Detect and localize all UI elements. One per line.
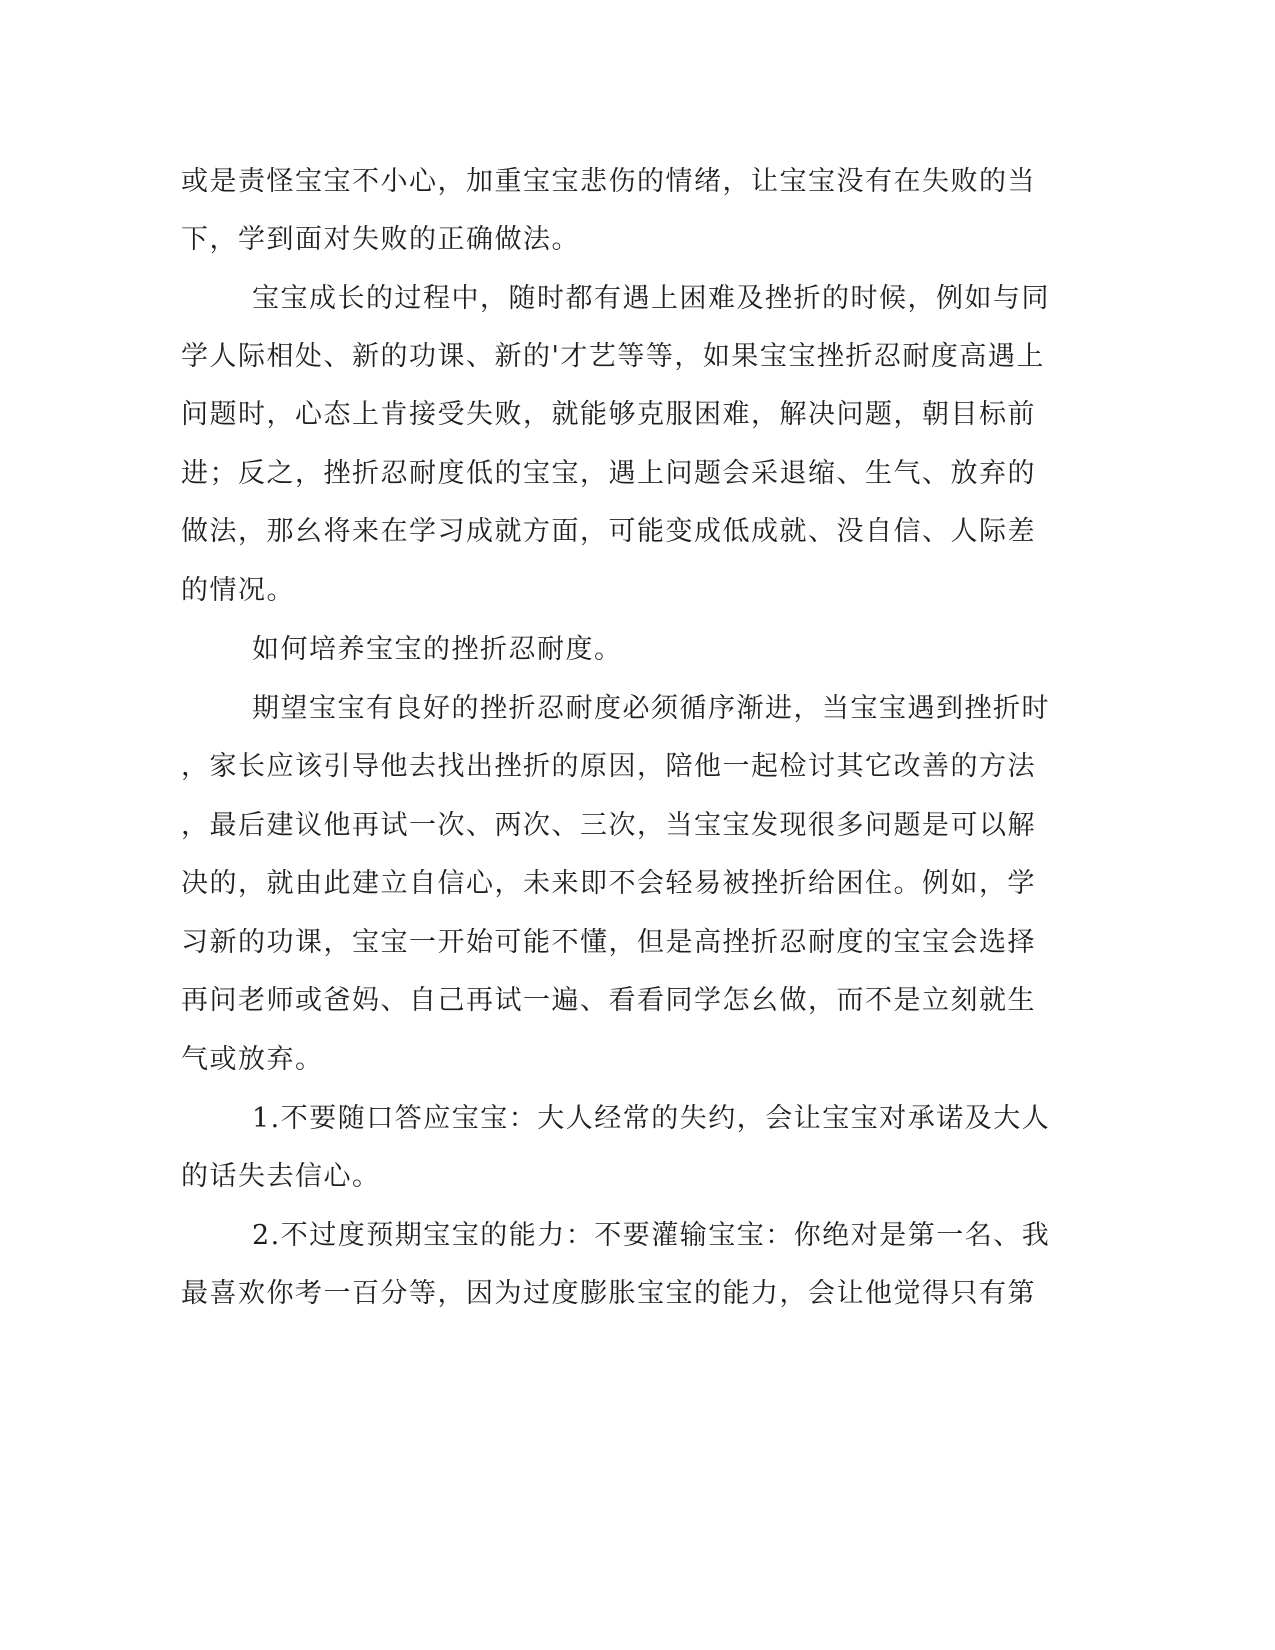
text-line: 进；反之，挫折忍耐度低的宝宝，遇上问题会采退缩、生气、放弃的 — [181, 458, 1036, 489]
text-line: 期望宝宝有良好的挫折忍耐度必须循序渐进，当宝宝遇到挫折时 — [252, 693, 1050, 724]
text-line: 做法，那幺将来在学习成就方面，可能变成低成就、没自信、人际差 — [181, 516, 1036, 547]
text-line: 的话失去信心。 — [181, 1161, 381, 1192]
text-line: 宝宝成长的过程中，随时都有遇上困难及挫折的时候，例如与同 — [252, 283, 1050, 314]
text-line: 再问老师或爸妈、自己再试一遍、看看同学怎幺做，而不是立刻就生 — [181, 985, 1036, 1016]
text-line: ，家长应该引导他去找出挫折的原因，陪他一起检讨其它改善的方法 — [181, 751, 1036, 782]
text-line: 下，学到面对失败的正确做法。 — [181, 224, 580, 255]
text-line: ，最后建议他再试一次、两次、三次，当宝宝发现很多问题是可以解 — [181, 810, 1036, 841]
text-line: 的情况。 — [181, 575, 295, 606]
text-line: 问题时，心态上肯接受失败，就能够克服困难，解决问题，朝目标前 — [181, 399, 1036, 430]
text-line: 决的，就由此建立自信心，未来即不会轻易被挫折给困住。例如，学 — [181, 868, 1036, 899]
text-line: 如何培养宝宝的挫折忍耐度。 — [252, 634, 623, 665]
text-line: 学人际相处、新的功课、新的'才艺等等，如果宝宝挫折忍耐度高遇上 — [181, 341, 1045, 372]
text-line: 或是责怪宝宝不小心，加重宝宝悲伤的情绪，让宝宝没有在失败的当 — [181, 166, 1036, 197]
text-line: 1.不要随口答应宝宝：大人经常的失约，会让宝宝对承诺及大人 — [252, 1103, 1051, 1134]
text-line: 习新的功课，宝宝一开始可能不懂，但是高挫折忍耐度的宝宝会选择 — [181, 927, 1036, 958]
text-line: 气或放弃。 — [181, 1044, 324, 1075]
text-line: 2.不过度预期宝宝的能力：不要灌输宝宝：你绝对是第一名、我 — [252, 1220, 1051, 1251]
text-line: 最喜欢你考一百分等，因为过度膨胀宝宝的能力，会让他觉得只有第 — [181, 1278, 1036, 1309]
